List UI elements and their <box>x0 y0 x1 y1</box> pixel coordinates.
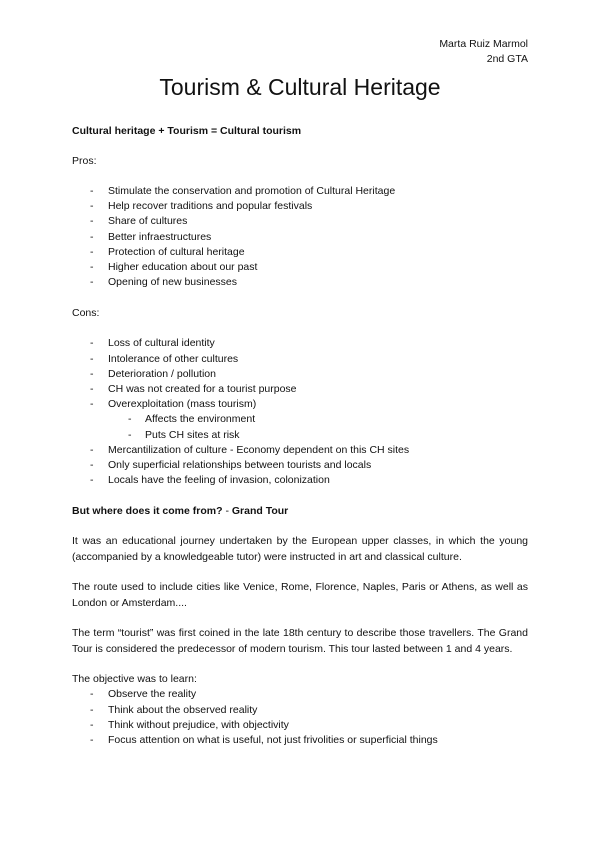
list-item: - Overexploitation (mass tourism) <box>72 397 528 412</box>
list-item: - Think without prejudice, with objectivity <box>72 718 528 733</box>
list-item: - Mercantilization of culture - Economy dependent on this CH sites <box>72 443 528 458</box>
author-name: Marta Ruiz Marmol <box>439 38 528 50</box>
objective-label: The objective was to learn: <box>72 673 197 686</box>
sub-list-item: - Puts CH sites at risk <box>72 428 528 443</box>
list-item: - Opening of new businesses <box>72 275 528 290</box>
objectives-list <box>72 687 528 748</box>
list-item: - Think about the observed reality <box>72 703 528 718</box>
cons-list <box>72 336 528 488</box>
pros-label: Pros: <box>72 155 97 167</box>
paragraph-route: The route used to include cities like Venice, Rome, Florence, Naples, Paris or Athens, as well as London or Amsterdam.... <box>72 581 528 609</box>
heading-separator: - <box>222 505 232 518</box>
cons-label: Cons: <box>72 307 100 320</box>
list-item: - Higher education about our past <box>72 260 528 275</box>
list-item: - Loss of cultural identity <box>72 336 528 351</box>
list-item: - Only superficial relationships between tourists and locals <box>72 458 528 473</box>
list-item: - Deterioration / pollution <box>72 367 528 382</box>
section-heading-grand-tour <box>72 504 528 519</box>
list-item: - Help recover traditions and popular festivals <box>72 199 528 214</box>
list-item: - Share of cultures <box>72 214 528 229</box>
list-item: - Stimulate the conservation and promotion of Cultural Heritage <box>72 184 528 199</box>
list-item: - CH was not created for a tourist purpose <box>72 382 528 397</box>
list-item: - Focus attention on what is useful, not just frivolities or superficial things <box>72 733 528 748</box>
author-block <box>439 37 528 67</box>
paragraph-tourist-term: The term “tourist” was first coined in the late 18th century to describe those travellers. The Grand Tour is considered the predecessor of modern tourism. This tour lasted between 1 and 4 years. <box>72 627 528 655</box>
sub-list-item: - Affects the environment <box>72 412 528 427</box>
author-group: 2nd GTA <box>486 53 528 65</box>
heading-sub: Grand Tour <box>231 505 289 518</box>
pros-list <box>72 184 528 290</box>
list-item: - Protection of cultural heritage <box>72 245 528 260</box>
list-item: - Observe the reality <box>72 687 528 702</box>
list-item: - Intolerance of other cultures <box>72 352 528 367</box>
document-title: Tourism & Cultural Heritage <box>159 74 441 100</box>
list-item: - Better infraestructures <box>72 230 528 245</box>
paragraph-educational-journey: It was an educational journey undertaken by the European upper classes, in which the young (accompanied by a knowledgeable tutor) were instructed in art and classical culture. <box>72 535 528 563</box>
heading-main: But where does it come from? <box>72 505 223 518</box>
section-heading-cultural-tourism: Cultural heritage + Tourism = Cultural tourism <box>72 125 302 137</box>
document-body <box>72 124 528 748</box>
list-item: - Locals have the feeling of invasion, colonization <box>72 473 528 488</box>
